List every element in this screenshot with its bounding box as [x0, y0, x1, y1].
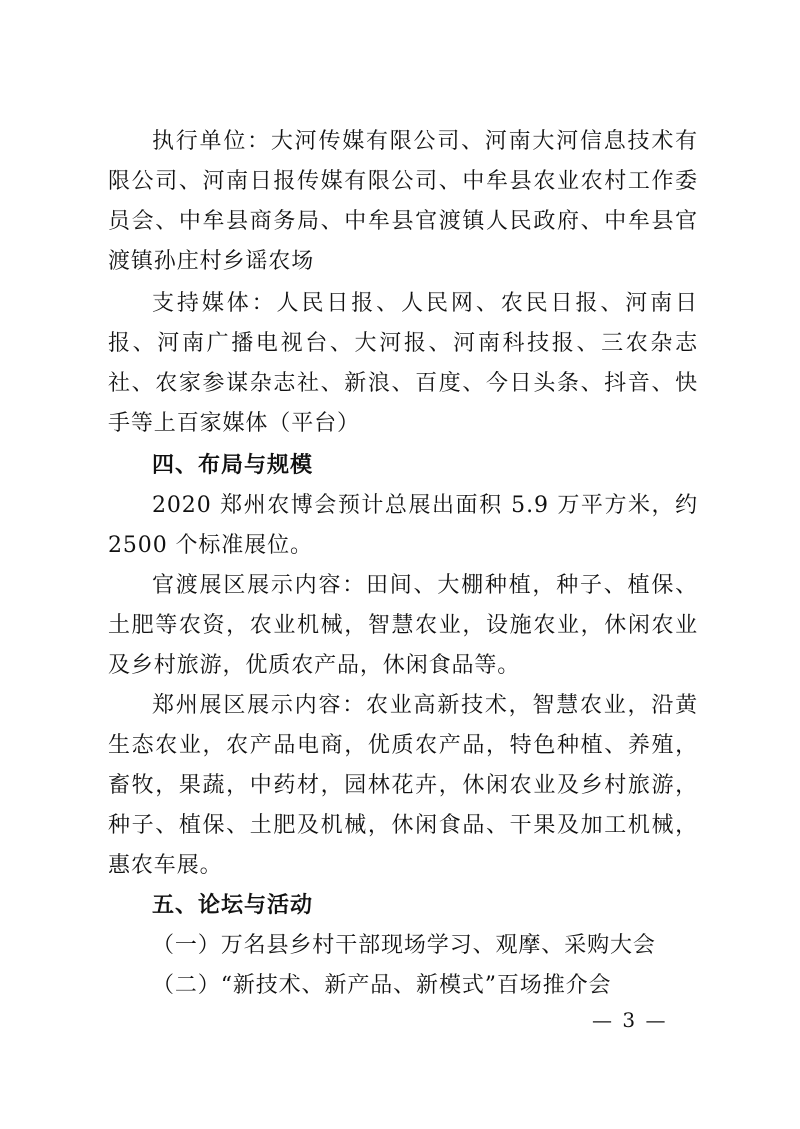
activity-item-2: （二）“新技术、新产品、新模式”百场推介会 [152, 973, 612, 998]
page-number: — 3 — [592, 1008, 668, 1032]
section-heading-forums-activities: 五、论坛与活动 [152, 893, 314, 918]
supporting-media-paragraph: 支持媒体：人民日报、人民网、农民日报、河南日报、河南广播电视台、大河报、河南科技报、三农杂志社、农家参谋杂志社、新浪、百度、今日头条、抖音、快手等上百家媒体（平台） [108, 291, 698, 436]
zhengzhou-zone-paragraph: 郑州展区展示内容：农业高新技术，智慧农业，沿黄生态农业，农产品电商，优质农产品，特色种植、养殖，畜牧，果蔬，中药材，园林花卉，休闲农业及乡村旅游，种子、植保、土肥及机械，休闲食品、干果及加工机械，惠农车展。 [108, 693, 698, 878]
exhibition-area-paragraph: 2020 郑州农博会预计总展出面积 5.9 万平方米，约 2500 个标准展位。 [108, 493, 698, 558]
executing-units-paragraph: 执行单位：大河传媒有限公司、河南大河信息技术有限公司、河南日报传媒有限公司、中牟县农业农村工作委员会、中牟县商务局、中牟县官渡镇人民政府、中牟县官渡镇孙庄村乡谣农场 [108, 129, 698, 274]
section-heading-layout-scale: 四、布局与规模 [152, 453, 314, 478]
activity-item-1: （一）万名县乡村干部现场学习、观摩、采购大会 [152, 933, 656, 958]
guandu-zone-paragraph: 官渡展区展示内容：田间、大棚种植，种子、植保、土肥等农资，农业机械，智慧农业，设施农业，休闲农业及乡村旅游，优质农产品，休闲食品等。 [108, 573, 698, 678]
